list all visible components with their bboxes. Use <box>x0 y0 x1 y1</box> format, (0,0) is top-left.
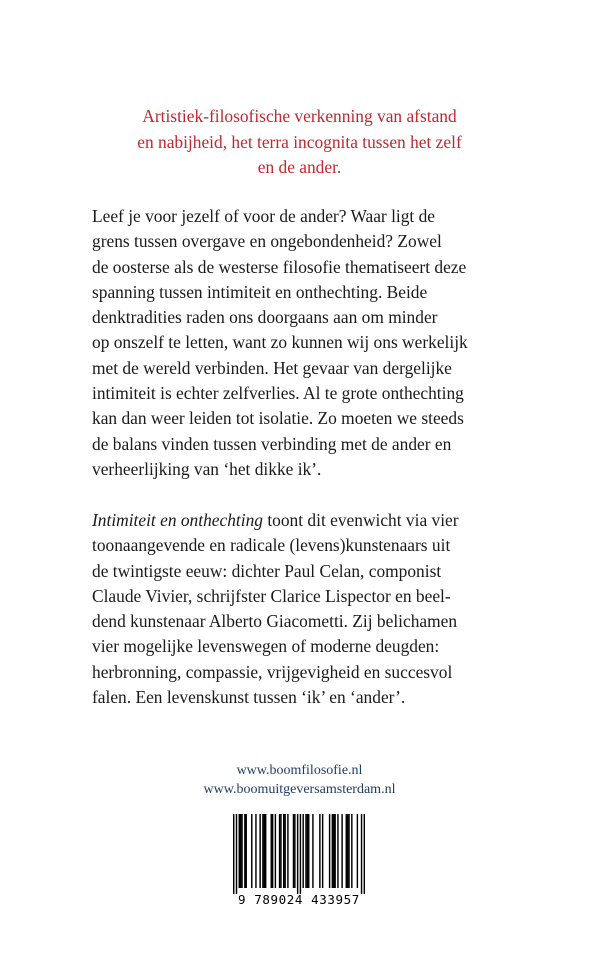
description-paragraph-2 <box>92 508 532 710</box>
barcode-bar <box>351 814 352 888</box>
barcode-bar <box>279 814 280 888</box>
paragraph-line: spanning tussen intimiteit en onthechting. Beide <box>92 281 428 302</box>
paragraph-line: vier mogelijke levenswegen of moderne deugden: <box>92 636 440 657</box>
paragraph-line <box>92 508 532 533</box>
barcode-bar <box>240 814 241 888</box>
barcode-bar <box>322 814 323 888</box>
paragraph-line: dend kunstenaar Alberto Giacometti. Zij belichamen <box>92 611 458 632</box>
url-boomfilosofie[interactable]: www.boomfilosofie.nl <box>236 763 363 778</box>
barcode-bar <box>283 814 284 888</box>
barcode-bar <box>259 814 260 888</box>
barcode-bar <box>364 814 365 894</box>
tagline-line: en de ander. <box>257 157 342 177</box>
url-boomuitgevers[interactable]: www.boomuitgeversamsterdam.nl <box>203 782 396 797</box>
barcode-bar <box>357 814 358 888</box>
barcode-bar <box>300 814 301 894</box>
paragraph-line: de oosterse als de westerse filosofie thematiseert deze <box>92 256 467 277</box>
barcode-bar <box>272 814 273 888</box>
paragraph-line: Leef je voor jezelf of voor de ander? Waar ligt de <box>92 206 436 226</box>
paragraph-line: grens tussen overgave en ongebondenheid? Zowel <box>92 231 442 252</box>
barcode-bar <box>341 814 342 888</box>
barcode-bar <box>348 814 349 888</box>
barcode-bar <box>241 814 242 888</box>
barcode-bar <box>361 814 362 894</box>
tagline-line: Artistiek-filosofische verkenning van afstand <box>142 106 457 126</box>
tagline <box>60 104 539 181</box>
barcode-bars <box>233 814 365 894</box>
isbn-number: 9 789024 433957 <box>238 892 360 907</box>
paragraph-line: Claude Vivier, schrijfster Clarice Lispector en beel- <box>92 585 451 606</box>
barcode-bar <box>275 814 276 888</box>
barcode-bar <box>302 814 303 888</box>
book-title-italic: Intimiteit en onthechting <box>92 510 263 530</box>
paragraph-line: de twintigste eeuw: dichter Paul Celan, componist <box>92 560 442 581</box>
description-paragraph-1 <box>92 204 532 482</box>
barcode-bar <box>251 814 252 888</box>
barcode-bar <box>271 814 272 888</box>
barcode-bar <box>262 814 263 888</box>
barcode-bar <box>297 814 298 894</box>
paragraph-line: met de wereld verbinden. Het gevaar van dergelijke <box>92 357 452 378</box>
barcode-bar <box>319 814 320 888</box>
barcode-bar <box>334 814 335 888</box>
barcode-bar <box>284 814 285 888</box>
paragraph-line: falen. Een levenskunst tussen ‘ik’ en ‘ander’. <box>92 687 406 708</box>
barcode-bar <box>246 814 247 888</box>
barcode-bar <box>255 814 256 888</box>
barcode-bar <box>305 814 306 888</box>
paragraph-line: intimiteit is echter zelfverlies. Al te grote onthechting <box>92 383 464 404</box>
barcode-bar <box>307 814 308 888</box>
paragraph-line: op onszelf te letten, want zo kunnen wij ons werkelijk <box>92 332 468 353</box>
barcode-bar <box>287 814 288 888</box>
barcode-bar <box>244 814 245 888</box>
barcode-bar <box>236 814 237 894</box>
barcode-bar <box>333 814 334 888</box>
barcode-bar <box>329 814 330 888</box>
tagline-line: en nabijheid, het terra incognita tussen het zelf <box>137 131 462 152</box>
paragraph-line: toonaangevende en radicale (levens)kunstenaars uit <box>92 535 451 556</box>
barcode-bar <box>294 814 295 888</box>
paragraph-line: kan dan weer leiden tot isolatie. Zo moeten we steeds <box>92 408 464 429</box>
isbn-barcode <box>229 808 369 912</box>
barcode-bar <box>308 814 309 888</box>
barcode-bar <box>346 814 347 888</box>
barcode-bar <box>265 814 266 888</box>
paragraph-line: denktradities raden ons doorgaans aan om minder <box>92 307 438 328</box>
barcode-bar <box>239 814 240 888</box>
barcode-bar <box>233 814 234 894</box>
barcode-bar <box>347 814 348 888</box>
paragraph-line-rest: toont dit evenwicht via vier <box>262 510 459 530</box>
barcode-bar <box>337 814 338 888</box>
barcode-bar <box>332 814 333 888</box>
paragraph-line: verheerlijking van ‘het dikke ik’. <box>92 458 322 479</box>
barcode-bar <box>312 814 313 888</box>
publisher-urls <box>60 761 539 799</box>
barcode-bar <box>264 814 265 888</box>
paragraph-line: herbronning, compassie, vrijgevigheid en succesvol <box>92 661 453 682</box>
paragraph-line: de balans vinden tussen verbinding met de ander en <box>92 433 452 454</box>
barcode-bar <box>280 814 281 888</box>
barcode-bar <box>293 814 294 888</box>
